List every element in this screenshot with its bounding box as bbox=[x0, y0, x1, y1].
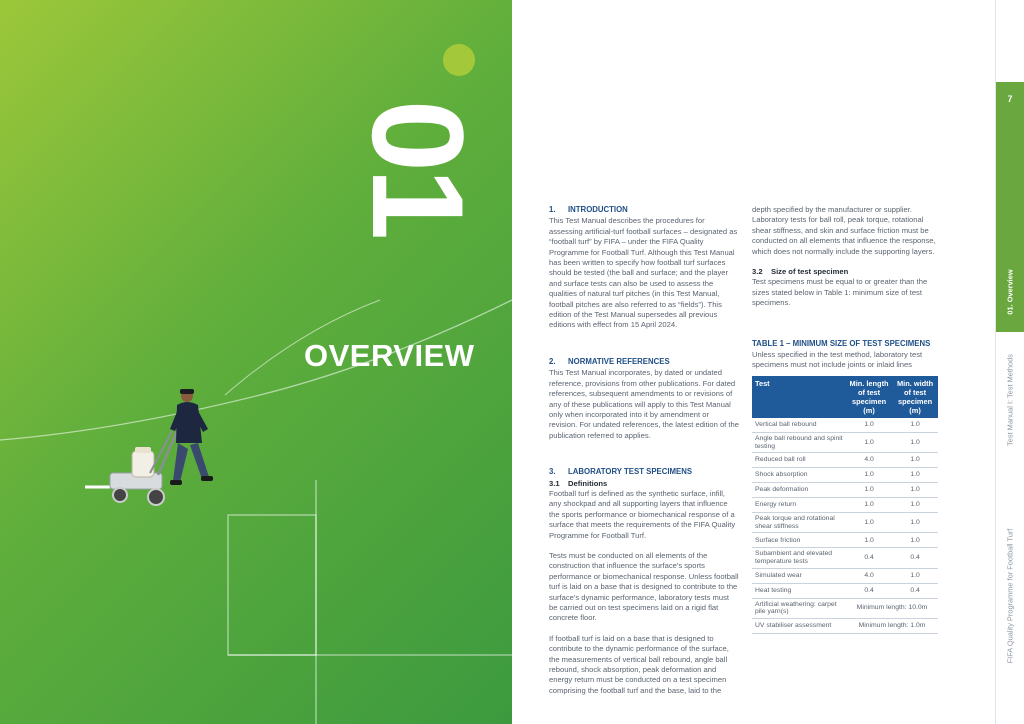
table-row: Artificial weathering: carpet pile yarn(s) Minimum length: 10.0m bbox=[752, 598, 938, 618]
line-marking-worker-illustration bbox=[80, 385, 230, 515]
table-row: Heat testing 0.4 0.4 bbox=[752, 583, 938, 598]
table-row: Shock absorption 1.0 1.0 bbox=[752, 468, 938, 483]
table-row: Surface friction 1.0 1.0 bbox=[752, 533, 938, 548]
definitions-text-1: Football turf is defined as the synthetic surface, infill, any shockpad and all supporting layers that influence the sports performance or biomechanical response of a surface that meets the requirements of the FIFA Quality Programme for Football Turf. bbox=[549, 488, 736, 540]
table-row: Peak deformation 1.0 1.0 bbox=[752, 483, 938, 498]
column-left bbox=[549, 205, 739, 706]
table-note: Unless specified in the test method, laboratory test specimens must not include joints or inlaid lines bbox=[752, 350, 923, 370]
introduction-text: This Test Manual describes the procedures for assessing artificial-turf football surfaces – designated as “football turf” by FIFA – under the FIFA Quality Programme for Football Turf. Although this Test Manual has been written to specify how football turf surfaces should be tested (the ball and surface; and the player and surface tests can also be used to assess the qualities of natural turf pitches (in this Test Manual, football pitches are also referred to as “fields”). This edition of the Test Manual supersedes all previous editions with effect from 15 April 2024. bbox=[549, 216, 738, 330]
sidebar-programme-label: FIFA Quality Programme for Football Turf bbox=[1005, 528, 1015, 664]
sidebar-document-label: Test Manual I: Test Methods bbox=[1005, 354, 1015, 446]
table-row: Angle ball rebound and spinit testing 1.0 1.0 bbox=[752, 433, 938, 453]
definitions-text-3: If football turf is laid on a base that is designed to contribute to the dynamic performance of the surface, the measurements of vertical ball rebound, angle ball rebound, shock absorption, peak deformation and energy return must be conducted on a test specimen comprising the football turf and the base, laid to the bbox=[549, 633, 729, 695]
sidebar-section-label: 01. Overview bbox=[1005, 269, 1015, 315]
size-text: Test specimens must be equal to or greater than the sizes stated below in Table 1: minimum size of test specimens. bbox=[752, 277, 928, 308]
table-row: UV stabiliser assessment Minimum length: 1.0m bbox=[752, 618, 938, 633]
definitions-text-2: Tests must be conducted on all elements of the construction that influence the surface's sports performance or biomechanical response. Unless football turf is laid on a base that is designed to contribute to the surface's dynamic performance, laboratory tests must be carried out on test specimens laid on a rigid flat concrete floor. bbox=[549, 550, 739, 623]
specimen-size-table bbox=[752, 376, 938, 634]
section-heading-introduction: 1. INTRODUCTION bbox=[549, 205, 628, 214]
chapter-dot bbox=[443, 44, 475, 76]
column-right bbox=[752, 205, 942, 381]
chapter-title: OVERVIEW bbox=[304, 338, 475, 373]
table-row: Reduced ball roll 4.0 1.0 bbox=[752, 453, 938, 468]
table-row: Subambient and elevated temperature tests 0.4 0.4 bbox=[752, 548, 938, 568]
chapter-tab bbox=[996, 82, 1024, 332]
column-header-test: Test bbox=[752, 376, 846, 418]
chapter-number: 01 bbox=[345, 99, 491, 237]
column-header-min-length: Min. length of test specimen (m) bbox=[846, 376, 892, 418]
subheading-definitions: 3.1 Definitions bbox=[549, 478, 608, 488]
table-row: Energy return 1.0 1.0 bbox=[752, 498, 938, 513]
column-header-min-width: Min. width of test specimen (m) bbox=[892, 376, 938, 418]
table-row: Vertical ball rebound 1.0 1.0 bbox=[752, 418, 938, 433]
table-row: Peak torque and rotational shear stiffness 1.0 1.0 bbox=[752, 513, 938, 533]
section-heading-laboratory-test-specimens: 3. LABORATORY TEST SPECIMENS bbox=[549, 467, 693, 477]
page-number: 7 bbox=[1007, 94, 1013, 104]
normative-references-text: This Test Manual incorporates, by dated or undated reference, provisions from other publications. For dated references, subsequent amendments to or revisions of any of these publications will apply to this Test Manual only when incorporated into it by amendment or revision. For undated references, the latest edition of the publication referred to applies. bbox=[549, 368, 739, 440]
subheading-size-of-test-specimen: 3.2 Size of test specimen bbox=[752, 267, 849, 277]
table-row: Simulated wear 4.0 1.0 bbox=[752, 568, 938, 583]
section-heading-normative-references: 2. NORMATIVE REFERENCES bbox=[549, 356, 670, 366]
definitions-text-4: depth specified by the manufacturer or supplier. Laboratory tests for ball roll, peak torque, rotational shear stiffness, and skin and surface friction must be conducted on all elements that influence the response, which does not normally include the supporting layers. bbox=[752, 205, 936, 256]
table-caption: TABLE 1 – MINIMUM SIZE OF TEST SPECIMENS bbox=[752, 338, 931, 348]
